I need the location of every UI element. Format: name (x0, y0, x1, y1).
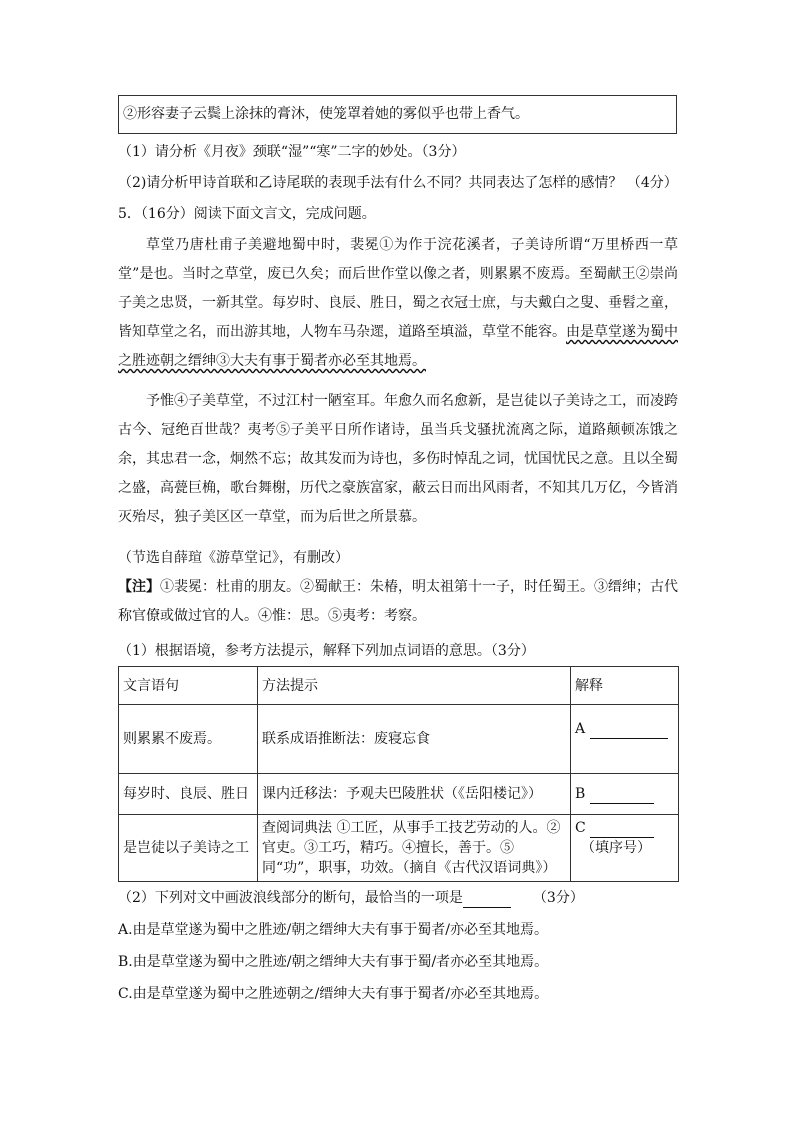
table-cell-answer (571, 774, 679, 815)
answer-note: （填序号） (581, 840, 651, 856)
answer-label: B (575, 786, 586, 802)
annotation-label: 【注】 (118, 579, 160, 595)
annotation-text: ①裴冕：杜甫的朋友。②蜀献王：朱椿，明太祖第十一子，时任蜀王。③缙绅；古代称官僚或做过官的人。④惟：思。⑤夷考：考察。 (118, 579, 678, 624)
passage-paragraph-1 (118, 231, 678, 376)
table-cell-sentence: 是岂徒以子美诗之工 (119, 815, 258, 882)
answer-blank-q2[interactable] (463, 893, 511, 908)
table-header-row (119, 667, 679, 705)
table-cell-sentence: 每岁时、良辰、胜日 (119, 774, 258, 815)
answer-label: A (575, 721, 586, 737)
passage-source: （节选自薛瑄《游草堂记》，有删改） (118, 550, 349, 566)
table-header: 方法提示 (258, 667, 571, 705)
table-header: 文言语句 (119, 667, 258, 705)
vocab-table (118, 666, 679, 882)
answer-label: C (575, 820, 586, 836)
question-5-2: （2）下列对文中画波浪线部分的断句，最恰当的一项是 （3分） (118, 890, 584, 906)
passage-p1-text: 草堂乃唐杜甫子美避地蜀中时，裴冕①为作于浣花溪者，子美诗所谓“万里桥西一草堂”是也。当时之草堂，废已久矣；而后世作堂以像之者，则累累不废焉。至蜀献王②崇尚子美之忠贤，一新其堂。每岁时、良辰、胜日，蜀之衣冠士庶，与夫戴白之叟、垂髫之童，皆知草堂之名，而出游其地，人物车马杂遝，道路至填溢，草堂不能容。 (118, 237, 678, 340)
boxed-footnote (118, 95, 677, 134)
table-row (119, 815, 679, 882)
table-cell-answer (571, 705, 679, 774)
table-cell-hint: 查阅词典法 ①工匠，从事手工技艺劳动的人。②官吏。③工巧，精巧。④擅长，善于。⑤同“功”，职事，功效。（摘自《古代汉语词典》） (258, 815, 571, 882)
table-cell-hint: 课内迁移法：予观夫巴陵胜状（《岳阳楼记》） (258, 774, 571, 815)
wavy-underlined-sentence: 由是草堂遂为蜀中之胜迹朝之缙绅③大夫有事于蜀者亦必至其地焉。 (118, 324, 678, 369)
option-a[interactable]: A.由是草堂遂为蜀中之胜迹/朝之缙绅大夫有事于蜀者/亦必至其地焉。 (118, 922, 548, 938)
answer-blank-c[interactable] (590, 823, 654, 838)
table-header: 解释 (571, 667, 679, 705)
table-cell-sentence: 则累累不废焉。 (119, 705, 258, 774)
table-cell-answer (571, 815, 679, 882)
option-c[interactable]: C.由是草堂遂为蜀中之胜迹朝之/缙绅大夫有事于蜀者/亦必至其地焉。 (118, 986, 549, 1002)
passage-paragraph-2 (118, 387, 678, 532)
table-row (119, 774, 679, 815)
question-5-heading: 5．（16分）阅读下面文言文，完成问题。 (118, 206, 376, 222)
boxed-footnote-text: ②形容妻子云鬓上涂抹的膏沐，使笼罩着她的雾似乎也带上香气。 (123, 106, 529, 122)
question-4-2: （2)请分析甲诗首联和乙诗尾联的表现手法有什么不同？共同表达了怎样的感情？ （4分） (118, 175, 678, 191)
table-row (119, 705, 679, 774)
annotation-block (118, 573, 678, 631)
table-cell-hint: 联系成语推断法：废寝忘食 (258, 705, 571, 774)
question-4-1: （1）请分析《月夜》颈联“湿”“寒”二字的妙处。（3分） (118, 144, 466, 160)
question-5-1: （1）根据语境，参考方法提示，解释下列加点词语的意思。（3分） (118, 643, 535, 659)
option-b[interactable]: B.由是草堂遂为蜀中之胜迹/朝之缙绅大夫有事于蜀/者亦必至其地焉。 (118, 954, 549, 970)
answer-blank-b[interactable] (590, 789, 654, 804)
passage-p2-text: 予惟④子美草堂，不过江村一陋室耳。年愈久而名愈新，是岂徒以子美诗之工，而凌跨古今、冠绝百世哉？夷考⑤子美平日所作诸诗，虽当兵戈骚扰流离之际，道路颠顿冻饿之余，其忠君一念，炯然不忘；故其发而为诗也，多伤时悼乱之词，忧国忧民之意。且以全蜀之盛，高甍巨桷，歌台舞榭，历代之豪族富家，蔽云日而出风雨者，不知其几万亿，今皆消灭殆尽，独子美区区一草堂，而为后世之所景慕。 (118, 393, 678, 525)
answer-blank-a[interactable] (590, 724, 668, 739)
